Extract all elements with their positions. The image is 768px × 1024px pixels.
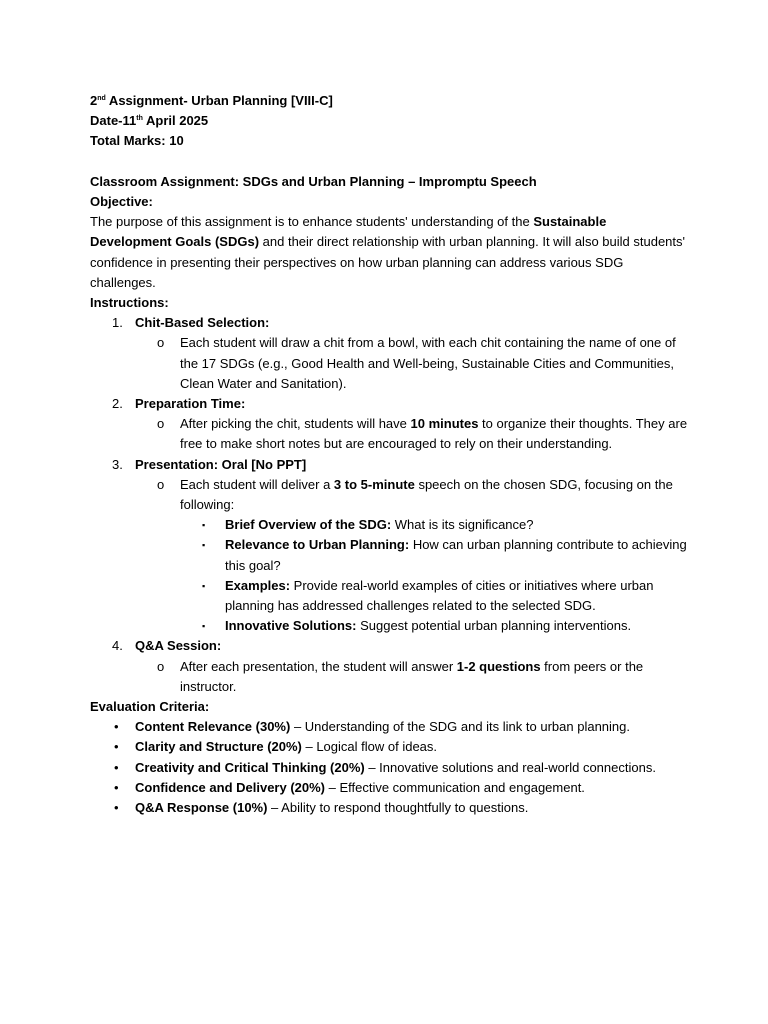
instruction-item [90,455,690,637]
instruction-sublist [135,333,690,394]
objective-heading-text: Objective: [90,194,153,209]
focus-point-text: Provide real-world examples of cities or initiatives where urban planning has addressed challenges related to the selected SDG. [225,577,654,614]
objective-bold: Sustainable Development Goals (SDGs) [90,214,607,250]
total-marks [90,131,690,151]
focus-point-bold: Innovative Solutions: [225,618,357,634]
square-bullet: ▪ [202,621,206,632]
objective-heading [90,192,690,212]
bullet: • [114,739,119,755]
objective-text-2: and their direct relationship with urban planning. It will also build students' confidence in presenting their perspectives on how urban planning can address various SDG challenges. [90,234,685,290]
assignment-date [90,111,690,131]
evaluation-item [90,737,690,757]
focus-point-text: What is its significance? [391,517,534,533]
focus-point [180,535,690,575]
focus-point [180,576,690,616]
instruction-title: Preparation Time: [135,396,246,412]
square-bullet: ▪ [202,540,206,551]
subitem-text-1: After picking the chit, students will have [180,416,411,432]
criterion-description: – Understanding of the SDG and its link to urban planning. [290,719,630,735]
focus-point-bold: Brief Overview of the SDG: [225,517,392,533]
criterion-name: Q&A Response (10%) [135,800,268,816]
hollow-bullet: o [157,416,165,432]
subitem-text-1: After each presentation, the student will answer [180,658,457,674]
title-superscript: nd [97,95,106,102]
instruction-title: Presentation: Oral [No PPT] [135,456,307,472]
criterion-name: Content Relevance (30%) [135,719,291,735]
bullet: • [114,800,119,816]
criterion-description: – Logical flow of ideas. [301,739,438,755]
criterion-description: – Innovative solutions and real-world connections. [364,759,656,775]
criterion-description: – Ability to respond thoughtfully to questions. [267,800,529,816]
subitem-text-1: Each student will deliver a [180,476,334,492]
instruction-number: 3. [112,456,123,472]
instruction-subitem [135,414,690,454]
subitem-text-2: to organize their thoughts. They are free to make short notes but are encouraged to rely on their understanding. [180,416,688,452]
instruction-item [90,394,690,455]
date-superscript: th [136,115,143,123]
document-page [90,91,690,818]
instruction-title: Chit-Based Selection: [135,315,270,331]
instruction-item [90,636,690,697]
focus-point [180,616,690,636]
instruction-item [90,313,690,394]
criterion-description: – Effective communication and engagement. [325,779,585,795]
focus-point-bold: Examples: [225,577,291,593]
objective-text-1: The purpose of this assignment is to enhance students' understanding of the [90,214,534,230]
subitem-bold: 3 to 5-minute [333,476,415,492]
subitem-text-2: speech on the chosen SDG, focusing on the following: [180,476,673,513]
instruction-sublist [135,657,690,697]
hollow-bullet: o [157,476,165,492]
objective-paragraph [90,212,690,293]
focus-point-bold: Relevance to Urban Planning: [225,537,410,553]
criterion-name: Creativity and Critical Thinking (20%) [135,759,365,775]
date-suffix: April 2025 [142,113,209,129]
instructions-heading [90,293,690,313]
subitem-bold: 10 minutes [410,416,479,432]
evaluation-item [90,778,690,798]
instructions-heading-text: Instructions: [90,295,169,311]
total-marks-text: Total Marks: 10 [90,133,184,149]
evaluation-heading [90,697,690,717]
instruction-sublist [135,414,690,454]
focus-point [180,515,690,535]
evaluation-item [90,717,690,737]
evaluation-item [90,798,690,818]
instruction-sublist [135,475,690,637]
instruction-subitem [135,657,690,697]
hollow-bullet: o [157,658,165,674]
evaluation-heading-text: Evaluation Criteria: [90,699,210,715]
square-bullet: ▪ [202,520,206,531]
assignment-header [90,91,690,111]
focus-point-text: Suggest potential urban planning interventions. [356,618,632,634]
instruction-subitem [135,333,690,394]
focus-point-text: How can urban planning contribute to achieving this goal? [225,537,687,573]
criterion-name: Clarity and Structure (20%) [135,739,302,755]
criterion-name: Confidence and Delivery (20%) [135,779,325,795]
square-bullet: ▪ [202,580,206,591]
bullet: • [114,719,119,735]
bullet: • [114,779,119,795]
subitem-bold: 1-2 questions [456,658,541,674]
subitem-text-2: from peers or the instructor. [180,658,644,694]
assignment-title-text: Classroom Assignment: SDGs and Urban Planning – Impromptu Speech [90,173,537,189]
instructions-list [90,313,690,697]
instruction-number: 1. [112,315,123,331]
hollow-bullet: o [157,335,165,351]
instruction-subitem [135,475,690,637]
assignment-title [90,172,690,192]
instruction-title: Q&A Session: [135,638,222,654]
evaluation-item [90,758,690,778]
date-prefix: Date-11 [90,113,137,129]
focus-points-list [180,515,690,636]
instruction-number: 4. [112,638,123,654]
title-text: Assignment- Urban Planning [VIII-C] [105,93,333,108]
title-number: 2 [90,93,98,108]
evaluation-list [90,717,690,818]
subitem-text-1: Each student will draw a chit from a bowl, with each chit containing the name of one of the 17 SDGs (e.g., Good Health and Well-being, Sustainable Cities and Communities, Clean Water and Sanitation). [180,335,676,391]
spacer [90,152,690,172]
bullet: • [114,759,119,775]
instruction-number: 2. [112,396,123,412]
